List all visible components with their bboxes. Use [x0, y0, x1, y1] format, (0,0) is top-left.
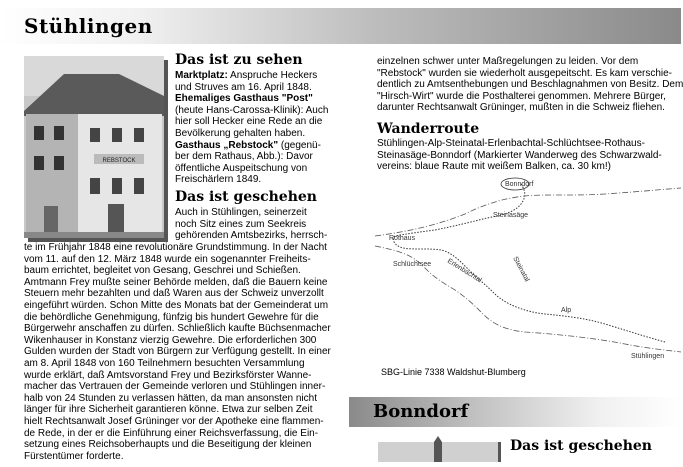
text-line: gehörenden Amtsbezirks, herrsch-: [175, 230, 328, 242]
text-line: Wikenhauser in Konstanz vierzig Gewehre. Die erforderlichen 300: [24, 334, 317, 346]
bonndorf-church-illustration: [378, 442, 498, 462]
map-label-steinatal: Steinatal: [511, 255, 531, 283]
rebstock-photo: [24, 56, 164, 238]
text-line: Steinasäge-Bonndorf (Markierter Wanderweg des Schwarzwald-: [377, 149, 662, 161]
bonndorf-heading: Das ist geschehen: [510, 438, 652, 454]
text-line: eingeführt würden. Schon Mitte des Monats bat der Gemeinderat um: [24, 299, 329, 311]
text-line: vereins: blaue Raute mit weißem Balken, ca. 30 km!): [377, 161, 611, 173]
page-header-band: [0, 8, 681, 44]
sehen-heading: Das ist zu sehen: [175, 52, 303, 68]
text-line: wurde erklärt, daß Amtsvorstand Frey und Bezirksförster Wanne-: [24, 369, 312, 381]
sehen-body: [175, 70, 328, 186]
text-line: länger für ihre Sicherheit garantieren könne. Etwa zur selben Zeit: [24, 404, 313, 416]
bonndorf-photo: [378, 442, 498, 462]
sehen-line: [175, 105, 328, 117]
sehen-line-text: ber dem Rathaus, Abb.): Davor: [175, 151, 313, 163]
route-path: [393, 184, 665, 342]
text-line: Fürstentümer forderte.: [24, 450, 124, 462]
text-line: halb von 24 Stunden zu verlassen hätten, da man ansonsten nicht: [24, 392, 317, 404]
sehen-line: [175, 163, 328, 175]
text-line: vom 11. auf den 12. März 1848 wurde ein sogenannter Freiheits-: [24, 253, 311, 265]
text-line: am 8. April 1848 von 160 Teilnehmern besuchten Versammlung: [24, 357, 305, 369]
text-line: hielt Rechtsanwalt Josef Grüninger vor der Apotheke eine flammen-: [24, 415, 324, 427]
map-label-alp: Alp: [561, 307, 572, 314]
rebstock-sign-text: REBSTOCK: [102, 158, 136, 164]
bonndorf-title: Bonndorf: [373, 401, 469, 422]
text-line: Stühlingen-Alp-Steinatal-Erlenbachtal-Schlüchtsee-Rothaus-: [377, 138, 645, 149]
sehen-line-text: und Struves am 16. April 1848.: [175, 81, 312, 93]
text-line: Amtmann Frey mußte seiner Behörde melden, daß die Bauern keine: [24, 276, 328, 288]
map-caption: SBG-Linie 7338 Waldshut-Blumberg: [381, 367, 526, 377]
route-map: [375, 174, 681, 377]
sehen-line-text: öffentliche Auspeitschung von: [175, 162, 308, 174]
text-line: dentlich zu Amtsenthebungen und Beschlagnahmen von Besitz. Dem: [377, 79, 683, 91]
text-line: einzelnen schwer unter Maßregelungen zu leiden. Vor dem: [377, 56, 639, 67]
sehen-line-lead: Gasthaus „Rebstock": [175, 139, 279, 151]
right-continuation-body: [377, 56, 683, 114]
sehen-line-text: Freischärlern 1849.: [175, 174, 262, 186]
text-line: Steuern mehr bezahlten und daß Waren aus der Schweiz unverzollt: [24, 288, 324, 300]
geschehen-narrow-body: [175, 207, 327, 242]
sehen-line: [175, 140, 328, 152]
sehen-line: [175, 82, 328, 94]
text-line: "Hirsch-Wirt" wurde die Posthalterei genommen. Mehrere Bürger,: [377, 90, 666, 102]
geschehen-heading: Das ist geschehen: [175, 189, 317, 205]
bonndorf-section-band: [349, 397, 681, 427]
text-line: Gulden wurden der Stadt von Bürgern zur Verfügung gestellt. In einer: [24, 346, 331, 358]
map-label-schluechtsee: Schlüchtsee: [393, 261, 432, 268]
geschehen-body: [24, 242, 331, 462]
text-line: Auch in Stühlingen, seinerzeit: [175, 207, 307, 218]
sehen-line-text: Anspruche Heckers: [227, 70, 318, 81]
map-label-steinasaege: Steinasäge: [493, 212, 529, 219]
sehen-line: [175, 116, 328, 128]
page-title: Stühlingen: [24, 14, 153, 38]
sehen-line-lead: Marktplatz:: [175, 70, 228, 81]
map-label-rothaus: Rothaus: [389, 235, 416, 242]
rebstock-building-illustration: [24, 56, 164, 238]
wanderroute-heading: Wanderroute: [377, 121, 480, 137]
text-line: "Rebstock" wurden sie wiederholt ausgepeitscht. Es kam verschie-: [377, 67, 673, 79]
sehen-line-text: (gegenü-: [278, 139, 321, 151]
text-line: te im Frühjahr 1848 eine revolutionäre Grundstimmung. In der Nacht: [24, 242, 327, 253]
map-label-stuehlingen: Stühlingen: [631, 353, 665, 360]
sehen-line: [175, 174, 328, 186]
text-line: de Rede, in der er die Einführung einer Reichsverfassung, die Ein-: [24, 427, 319, 439]
sehen-line-text: Bevölkerung gehalten haben.: [175, 127, 306, 139]
text-line: die behördliche Genehmigung, fünfzig bis hundert Gewehre für die: [24, 311, 319, 323]
text-line: darunter Rechtsanwalt Grüninger, mußten in die Schweiz fliehen.: [377, 102, 665, 114]
sehen-line-lead: Ehemaliges Gasthaus "Post": [175, 93, 313, 105]
text-line: Bürgerwehr anschaffen zu dürfen. Schließlich kaufte Büchsenmacher: [24, 323, 331, 335]
map-label-bonndorf: Bonndorf: [505, 181, 534, 188]
text-line: baum errichtet, begleitet von Gesang, Geschrei und Schießen.: [24, 265, 301, 277]
sehen-line: [175, 70, 328, 82]
wanderroute-body: [377, 138, 662, 173]
text-line: macher das Vertrauen der Gemeinde verloren und Stühlingen inner-: [24, 381, 326, 393]
text-line: noch Sitz eines zum Seekreis: [175, 218, 307, 230]
sehen-line: [175, 128, 328, 140]
sehen-line: [175, 151, 328, 163]
sehen-line-text: hier soll Hecker eine Rede an die: [175, 116, 323, 128]
sehen-line-text: (heute Hans-Carossa-Klinik): Auch: [175, 104, 329, 116]
map-label-erlenbachtal: Erlenbachtal: [445, 257, 483, 285]
text-line: setzung eines Reichsoberhaupts und die Beseitigung der kleinen: [24, 439, 312, 451]
sehen-line: [175, 93, 328, 105]
